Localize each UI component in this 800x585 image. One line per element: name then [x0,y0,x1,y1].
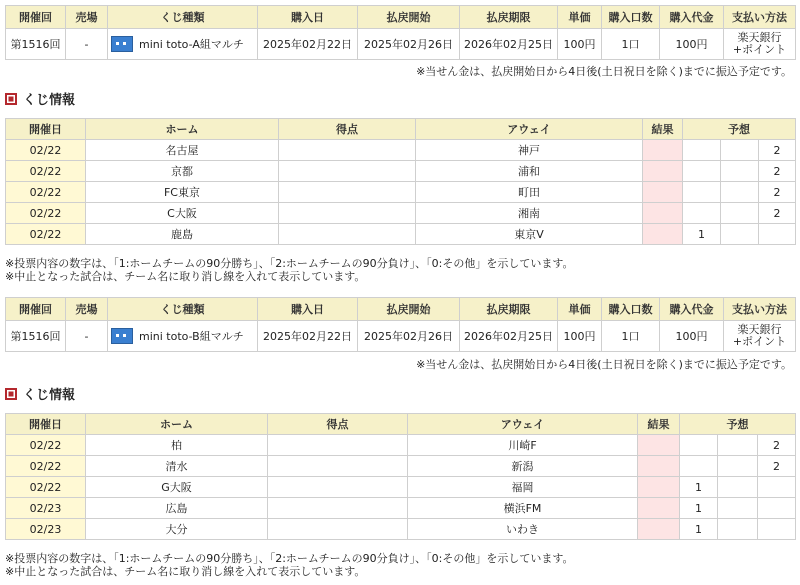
header-away: アウェイ [416,119,643,140]
header-away: アウェイ [408,414,638,435]
prediction-0: 2 [758,435,796,456]
prediction-1 [683,140,721,161]
match-result [643,182,683,203]
header-store: 売場 [66,6,108,29]
prediction-1: 1 [680,498,718,519]
kuji-type-cell [108,321,258,352]
match-date: 02/22 [6,182,86,203]
match-result [638,477,680,498]
total-cell: 100円 [660,29,724,60]
units-cell: 1口 [602,29,660,60]
pay-method-points: +ポイント [732,43,787,56]
match-away: 湘南 [416,203,643,224]
match-away: 町田 [416,182,643,203]
prediction-0 [758,519,796,540]
info-header-row [6,414,796,435]
prediction-2 [718,498,758,519]
header-total: 購入代金 [660,298,724,321]
prediction-2 [721,224,759,245]
header-kuji-type: くじ種類 [108,6,258,29]
match-home: G大阪 [86,477,268,498]
header-home: ホーム [86,119,279,140]
prediction-0: 2 [758,456,796,477]
match-score [268,477,408,498]
section-title-kuji-info [5,384,75,403]
prediction-1: 1 [680,519,718,540]
match-date: 02/22 [6,161,86,182]
prediction-2 [721,161,759,182]
match-row [6,435,796,456]
match-result [643,224,683,245]
pay-method-points: +ポイント [732,335,787,348]
total-cell: 100円 [660,321,724,352]
header-result: 結果 [643,119,683,140]
match-away: 神戸 [416,140,643,161]
header-kuji-type: くじ種類 [108,298,258,321]
match-date: 02/23 [6,498,86,519]
mini-toto-logo-icon [111,328,133,344]
header-purchase-date: 購入日 [258,298,358,321]
prediction-2 [721,182,759,203]
match-result [638,519,680,540]
header-payout-start: 払戻開始 [358,6,460,29]
store-cell: - [66,321,108,352]
section-title-text: くじ情報 [23,93,76,108]
section-title-kuji-info [5,89,75,108]
prediction-1 [680,456,718,477]
header-payout-deadline: 払戻期限 [460,298,558,321]
purchase-row [6,321,796,352]
match-date: 02/22 [6,203,86,224]
store-cell: - [66,29,108,60]
round-cell: 第1516回 [6,321,66,352]
match-date: 02/22 [6,477,86,498]
prediction-0 [759,224,796,245]
header-payout-start: 払戻開始 [358,298,460,321]
kuji-info-table-a [5,118,796,245]
payout-deadline-cell: 2026年02月25日 [460,321,558,352]
info-header-row [6,119,796,140]
match-score [268,435,408,456]
prediction-1 [683,182,721,203]
match-score [279,203,416,224]
match-row [6,477,796,498]
header-total: 購入代金 [660,6,724,29]
header-round: 開催回 [6,298,66,321]
match-away: 川崎F [408,435,638,456]
match-home: 柏 [86,435,268,456]
header-date: 開催日 [6,414,86,435]
purchase-date-cell: 2025年02月22日 [258,29,358,60]
match-date: 02/23 [6,519,86,540]
header-units: 購入口数 [602,298,660,321]
match-home: 鹿島 [86,224,279,245]
match-result [643,140,683,161]
footnotes-b [5,552,574,578]
header-prediction: 予想 [680,414,796,435]
match-date: 02/22 [6,456,86,477]
payout-note: ※当せん金は、払戻開始日から4日後(土日祝日を除く)までに振込予定です。 [416,358,792,371]
match-row [6,519,796,540]
purchase-header-row [6,298,796,321]
kuji-type-cell [108,29,258,60]
purchase-date-cell: 2025年02月22日 [258,321,358,352]
prediction-2 [718,519,758,540]
header-score: 得点 [268,414,408,435]
match-home: C大阪 [86,203,279,224]
prediction-1 [683,161,721,182]
match-result [638,435,680,456]
prediction-0: 2 [759,140,796,161]
purchase-row [6,29,796,60]
pay-method-bank: 楽天銀行 [737,31,782,44]
payout-note: ※当せん金は、払戻開始日から4日後(土日祝日を除く)までに振込予定です。 [416,65,792,78]
header-prediction: 予想 [683,119,796,140]
match-result [638,498,680,519]
match-away: いわき [408,519,638,540]
footnote-cancelled: ※中止となった試合は、チーム名に取り消し線を入れて表示しています。 [5,565,366,578]
match-home: FC東京 [86,182,279,203]
prediction-0 [758,477,796,498]
prediction-0: 2 [759,161,796,182]
round-cell: 第1516回 [6,29,66,60]
header-home: ホーム [86,414,268,435]
match-result [638,456,680,477]
header-pay-method: 支払い方法 [724,298,796,321]
section-square-icon [5,388,17,400]
header-round: 開催回 [6,6,66,29]
section-title-text: くじ情報 [23,388,76,403]
payout-start-cell: 2025年02月26日 [358,321,460,352]
prediction-2 [718,435,758,456]
mini-toto-logo-icon [111,36,133,52]
units-cell: 1口 [602,321,660,352]
match-away: 新潟 [408,456,638,477]
match-row [6,182,796,203]
unit-price-cell: 100円 [558,29,602,60]
prediction-2 [721,203,759,224]
pay-method-bank: 楽天銀行 [737,323,782,336]
header-payout-deadline: 払戻期限 [460,6,558,29]
footnote-cancelled: ※中止となった試合は、チーム名に取り消し線を入れて表示しています。 [5,270,366,283]
header-pay-method: 支払い方法 [724,6,796,29]
payout-deadline-cell: 2026年02月25日 [460,29,558,60]
match-home: 清水 [86,456,268,477]
header-unit-price: 単価 [558,298,602,321]
match-row [6,498,796,519]
match-score [279,182,416,203]
header-units: 購入口数 [602,6,660,29]
header-score: 得点 [279,119,416,140]
kuji-info-table-b [5,413,796,540]
footnote-prediction-legend: ※投票内容の数字は、「1:ホームチームの90分勝ち」、「2:ホームチームの90分負け」、「0:その他」を示しています。 [5,552,574,565]
prediction-1: 1 [680,477,718,498]
prediction-2 [718,477,758,498]
match-away: 横浜FM [408,498,638,519]
prediction-1 [683,203,721,224]
footnotes-a [5,257,574,283]
match-row [6,140,796,161]
match-result [643,161,683,182]
pay-method-cell [724,29,796,60]
match-date: 02/22 [6,140,86,161]
section-square-icon [5,93,17,105]
match-row [6,456,796,477]
match-away: 浦和 [416,161,643,182]
payout-start-cell: 2025年02月26日 [358,29,460,60]
match-score [268,498,408,519]
prediction-0: 2 [759,203,796,224]
kuji-type-label: mini toto-A組マルチ [139,38,244,51]
match-away: 東京V [416,224,643,245]
match-away: 福岡 [408,477,638,498]
prediction-1 [680,435,718,456]
match-score [279,224,416,245]
unit-price-cell: 100円 [558,321,602,352]
match-score [268,519,408,540]
prediction-2 [718,456,758,477]
pay-method-cell [724,321,796,352]
match-row [6,224,796,245]
header-store: 売場 [66,298,108,321]
kuji-type-label: mini toto-B組マルチ [139,330,244,343]
prediction-1: 1 [683,224,721,245]
match-home: 名古屋 [86,140,279,161]
header-purchase-date: 購入日 [258,6,358,29]
match-row [6,203,796,224]
match-score [279,161,416,182]
match-score [268,456,408,477]
prediction-0 [758,498,796,519]
match-result [643,203,683,224]
header-date: 開催日 [6,119,86,140]
match-home: 広島 [86,498,268,519]
match-row [6,161,796,182]
prediction-0: 2 [759,182,796,203]
purchase-table-a [5,5,796,60]
match-date: 02/22 [6,435,86,456]
prediction-2 [721,140,759,161]
purchase-table-b [5,297,796,352]
match-home: 京都 [86,161,279,182]
match-date: 02/22 [6,224,86,245]
footnote-prediction-legend: ※投票内容の数字は、「1:ホームチームの90分勝ち」、「2:ホームチームの90分負け」、「0:その他」を示しています。 [5,257,574,270]
match-home: 大分 [86,519,268,540]
header-unit-price: 単価 [558,6,602,29]
match-score [279,140,416,161]
purchase-header-row [6,6,796,29]
header-result: 結果 [638,414,680,435]
